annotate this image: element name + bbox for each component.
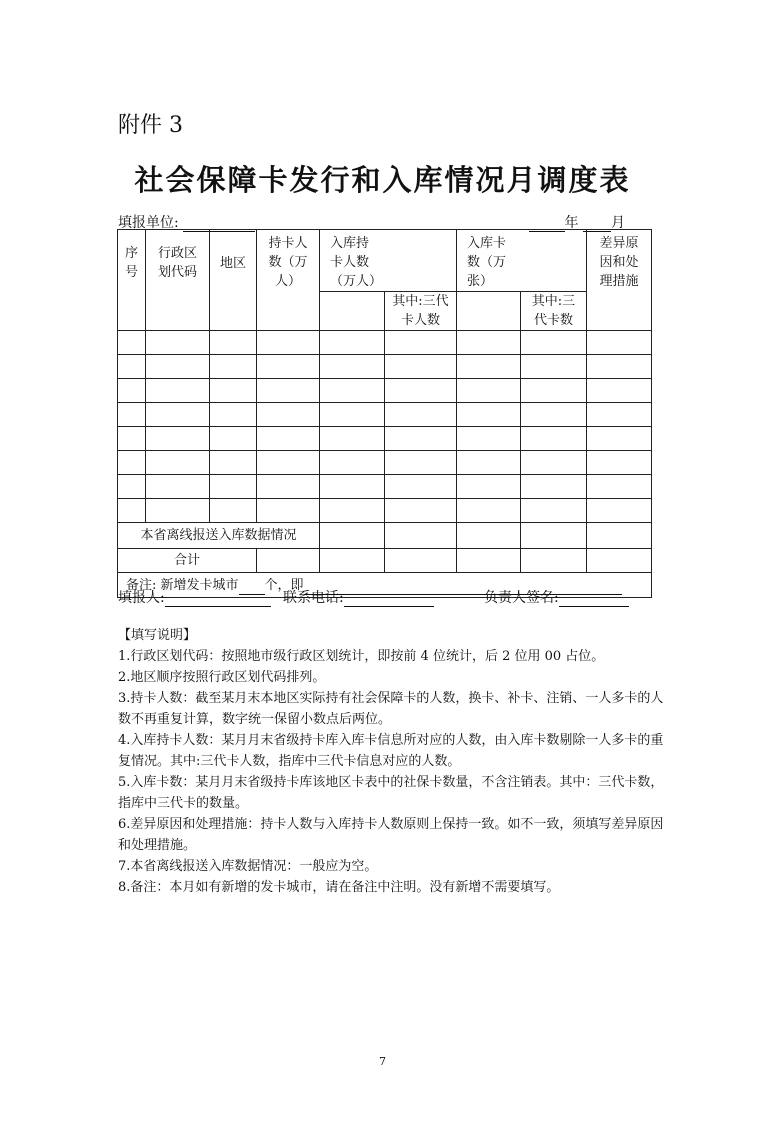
instruction-item: 2.地区顺序按照行政区划代码排列。	[118, 670, 326, 685]
instruction-item: 8.备注：本月如有新增的发卡城市，请在备注中注明。没有新增不需要填写。	[118, 880, 560, 895]
attachment-label: 附件 3	[118, 113, 183, 138]
filler-label: 填报人:	[118, 590, 165, 606]
total-row	[118, 549, 652, 573]
instructions-heading: 【填写说明】	[118, 628, 197, 643]
offline-row-label: 本省离线报送入库数据情况	[118, 523, 320, 549]
offline-row	[118, 523, 652, 549]
table-row	[118, 475, 652, 499]
header-region: 地区	[210, 230, 257, 331]
table-row	[118, 331, 652, 355]
header-stock-holders: 入库持卡人数（万人）	[320, 230, 457, 292]
table-row	[118, 403, 652, 427]
phone	[283, 587, 434, 607]
instruction-item: 5.入库卡数：某月月末省级持卡库该地区卡表中的社保卡数量，不含注销表。其中：三代卡数，指库中三代卡的数量。	[118, 775, 664, 811]
instruction-item: 6.差异原因和处理措施：持卡人数与入库持卡人数原则上保持一致。如不一致，须填写差异原因和处理措施。	[118, 817, 664, 853]
header-seq: 序号	[118, 230, 146, 331]
dispatch-table	[117, 229, 652, 598]
instruction-item: 7.本省离线报送入库数据情况：一般应为空。	[118, 859, 378, 874]
page-number: 7	[379, 1055, 386, 1068]
reporting-unit-label: 填报单位:	[118, 215, 179, 231]
header-stock-cards-third: 其中:三代卡数	[521, 292, 587, 331]
header-code: 行政区划代码	[146, 230, 210, 331]
table-row	[118, 427, 652, 451]
instruction-item: 4.入库持卡人数：某月月末省级持卡库入库卡信息所对应的人数，由入库卡数剔除一人多卡的重复情况。其中:三代卡人数，指库中三代卡信息对应的人数。	[118, 733, 664, 769]
table-row	[118, 451, 652, 475]
note-prefix: 备注: 新增发卡城市	[126, 577, 239, 593]
responsible	[484, 587, 629, 607]
year-label: 年	[564, 215, 579, 231]
instruction-item: 1.行政区划代码：按照地市级行政区划统计，即按前 4 位统计，后 2 位用 00 占位。	[118, 649, 605, 664]
filler	[118, 587, 271, 607]
total-row-label: 合计	[118, 549, 257, 573]
instruction-item: 3.持卡人数：截至某月末本地区实际持有社会保障卡的人数，换卡、补卡、注销、一人多卡的人数不再重复计算，数字统一保留小数点后两位。	[118, 691, 664, 727]
header-stock-cards: 入库卡数（万张）	[457, 230, 587, 292]
header-stock-holders-spacer	[320, 292, 385, 331]
table-row	[118, 499, 652, 523]
note-middle: 个，即	[264, 577, 304, 593]
responsible-label: 负责人签名:	[484, 590, 559, 606]
header-stock-holders-third: 其中:三代卡人数	[385, 292, 457, 331]
phone-label: 联系电话:	[283, 590, 344, 606]
instructions	[118, 625, 666, 898]
header-holders: 持卡人数（万人）	[257, 230, 320, 331]
table-row	[118, 379, 652, 403]
header-diff: 差异原因和处理措施	[587, 230, 652, 331]
table-row	[118, 355, 652, 379]
header-stock-cards-spacer	[457, 292, 521, 331]
month-label: 月	[611, 215, 625, 231]
page-title: 社会保障卡发行和入库情况月调度表	[134, 163, 631, 197]
